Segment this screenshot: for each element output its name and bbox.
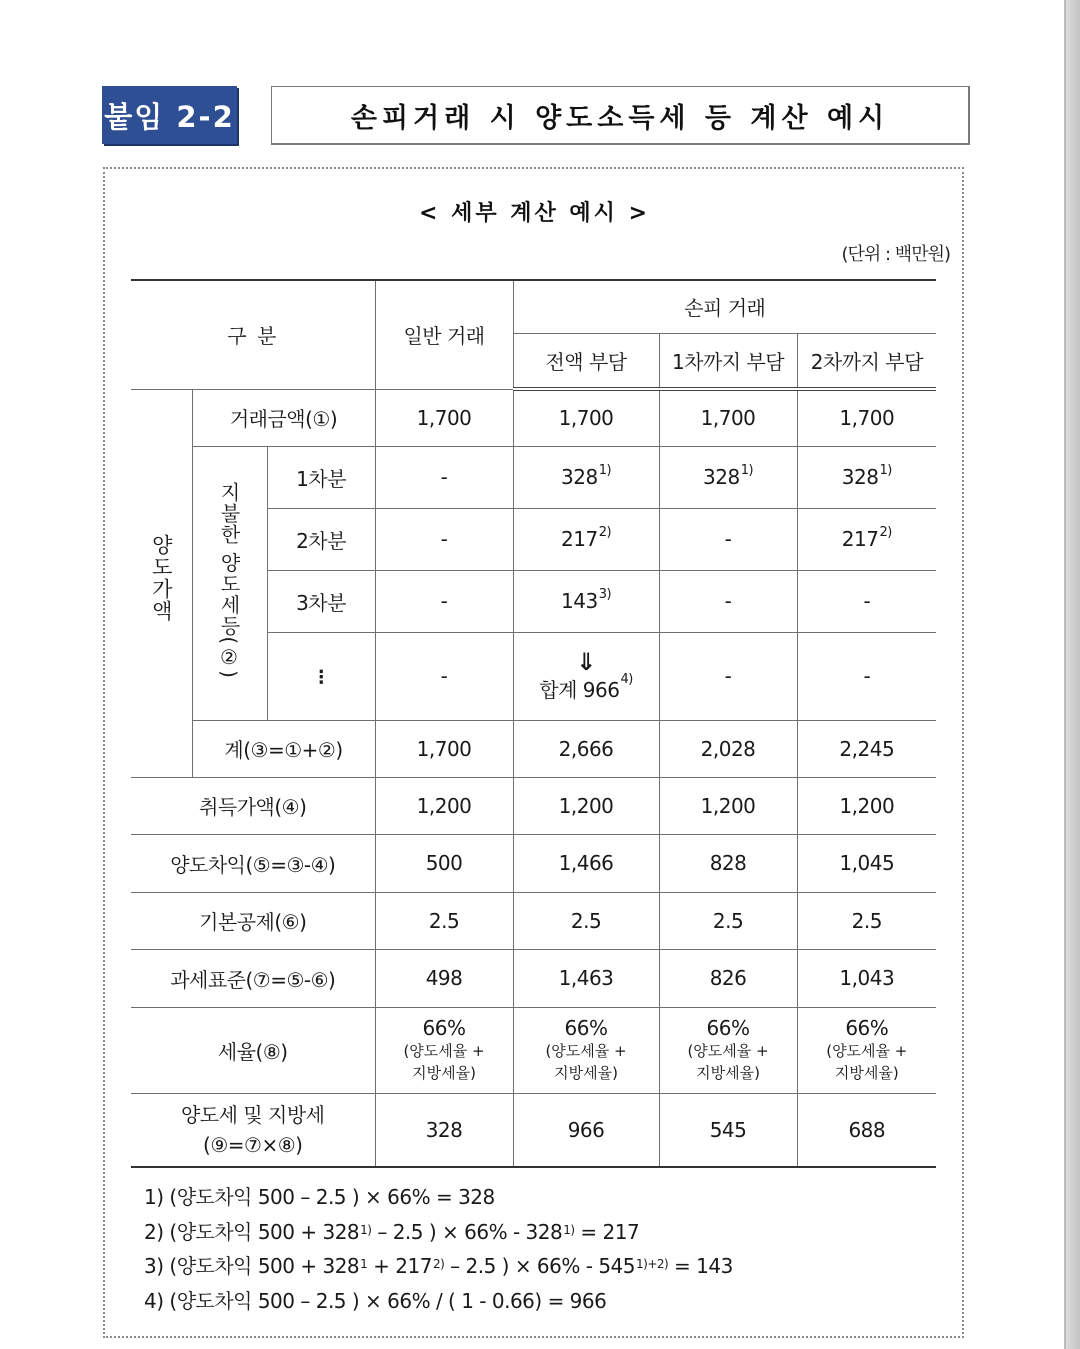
cell: -: [375, 632, 513, 720]
table-row: [131, 446, 936, 508]
cell: -: [797, 570, 936, 632]
cell: 1,200: [797, 777, 936, 834]
footnotes: [144, 1180, 934, 1318]
row-label: 세율(⑧): [131, 1007, 375, 1093]
table-row: [131, 834, 936, 892]
document-title: 손피거래 시 양도소득세 등 계산 예시: [271, 86, 970, 145]
table-row: [131, 1007, 936, 1093]
cell: 1,463: [513, 949, 659, 1007]
header-category: 구 분: [131, 280, 375, 389]
paid-tax-label: 지불한 양도세등(②): [192, 446, 267, 720]
cell: -: [659, 632, 797, 720]
header-row: [131, 280, 936, 333]
row-label: 기본공제(⑥): [131, 892, 375, 949]
cell: 2,666: [513, 720, 659, 777]
cell: 2.5: [375, 892, 513, 949]
cell: 66% (양도세율 + 지방세율): [659, 1007, 797, 1093]
table-row: [131, 892, 936, 949]
footnote-3: 3) (양도차익 $500 + 328^1 + 217^{2)} - 2.5$ ) × $66\% - 545^{1)+2)} = 143$: [144, 1254, 733, 1278]
cell: 1,043: [797, 949, 936, 1007]
cell: 498: [375, 949, 513, 1007]
header-sonpi: 손피 거래: [513, 280, 936, 333]
row-label: 거래금액(①): [192, 389, 375, 446]
row-label: 취득가액(④): [131, 777, 375, 834]
cell: 328: [375, 1093, 513, 1167]
cell: 1,466: [513, 834, 659, 892]
cell: 217$^{2)}$: [513, 508, 659, 570]
footnote-4: 4) (양도차익 500 – 2.5 ) × 66% / ( 1 - 0.66) = 966: [144, 1288, 607, 1313]
cell: -: [659, 570, 797, 632]
cell: 2,245: [797, 720, 936, 777]
cell: 1,700: [513, 389, 659, 446]
cell: 1,700: [375, 389, 513, 446]
cell: 1,700: [659, 389, 797, 446]
row-label: 양도차익(⑤=③-④): [131, 834, 375, 892]
cell: 2,028: [659, 720, 797, 777]
row-label: 3차분: [267, 570, 375, 632]
group-label: 양도가액: [131, 389, 192, 777]
cell: 826: [659, 949, 797, 1007]
cell: -: [659, 508, 797, 570]
header-full: 전액 부담: [513, 333, 659, 389]
unit-label: (단위 : 백만원): [841, 244, 950, 265]
row-label: 과세표준(⑦=⑤-⑥): [131, 949, 375, 1007]
table-row: [131, 949, 936, 1007]
cell: -: [797, 632, 936, 720]
scrollbar-track[interactable]: [1066, 0, 1080, 1349]
cell: -: [375, 570, 513, 632]
footnote-1: 1) (양도차익 500 – 2.5 ) × 66% = 328: [144, 1185, 495, 1209]
cell: 1,045: [797, 834, 936, 892]
table-row: [131, 1093, 936, 1167]
cell: 828: [659, 834, 797, 892]
cell: -: [375, 508, 513, 570]
cell: -: [375, 446, 513, 508]
cell: 328$^{1)}$: [659, 446, 797, 508]
header-second: 2차까지 부담: [797, 333, 936, 389]
table-row: [131, 720, 936, 777]
cell: 966: [513, 1093, 659, 1167]
cell: 217$^{2)}$: [797, 508, 936, 570]
row-label: 양도세 및 지방세 (⑨=⑦×⑧): [131, 1093, 375, 1167]
cell: 328$^{1)}$: [797, 446, 936, 508]
cell: 1,200: [513, 777, 659, 834]
cell: 143$^{3)}$: [513, 570, 659, 632]
cell: 1,700: [375, 720, 513, 777]
cell: 2.5: [797, 892, 936, 949]
footnote-2: 2) (양도차익 $500 + 328^{1)} - 2.5$ ) × $66\% - 328^{1)} = 217$: [144, 1219, 640, 1244]
down-arrow-icon: ⇓: [576, 647, 596, 676]
cell-total: ⇓ 합계 966$^{4)}$: [513, 632, 659, 720]
cell: 2.5: [513, 892, 659, 949]
table-row: [131, 389, 936, 446]
cell: 2.5: [659, 892, 797, 949]
table-row: [131, 777, 936, 834]
cell: 1,200: [659, 777, 797, 834]
cell: 66% (양도세율 + 지방세율): [513, 1007, 659, 1093]
cell: 545: [659, 1093, 797, 1167]
header-first: 1차까지 부담: [659, 333, 797, 389]
cell: 328$^{1)}$: [513, 446, 659, 508]
section-title: < 세부 계산 예시 >: [418, 201, 651, 226]
header-general: 일반 거래: [375, 280, 513, 389]
row-label-more: ⋮: [267, 632, 375, 720]
cell: 1,700: [797, 389, 936, 446]
row-label: 2차분: [267, 508, 375, 570]
cell: 1,200: [375, 777, 513, 834]
row-label: 1차분: [267, 446, 375, 508]
cell: 500: [375, 834, 513, 892]
cell: 66% (양도세율 + 지방세율): [797, 1007, 936, 1093]
calculation-table: [131, 279, 936, 1168]
row-label: 계(③=①+②): [192, 720, 375, 777]
attachment-badge: 붙임 2-2: [102, 86, 237, 144]
cell: 688: [797, 1093, 936, 1167]
cell: 66% (양도세율 + 지방세율): [375, 1007, 513, 1093]
